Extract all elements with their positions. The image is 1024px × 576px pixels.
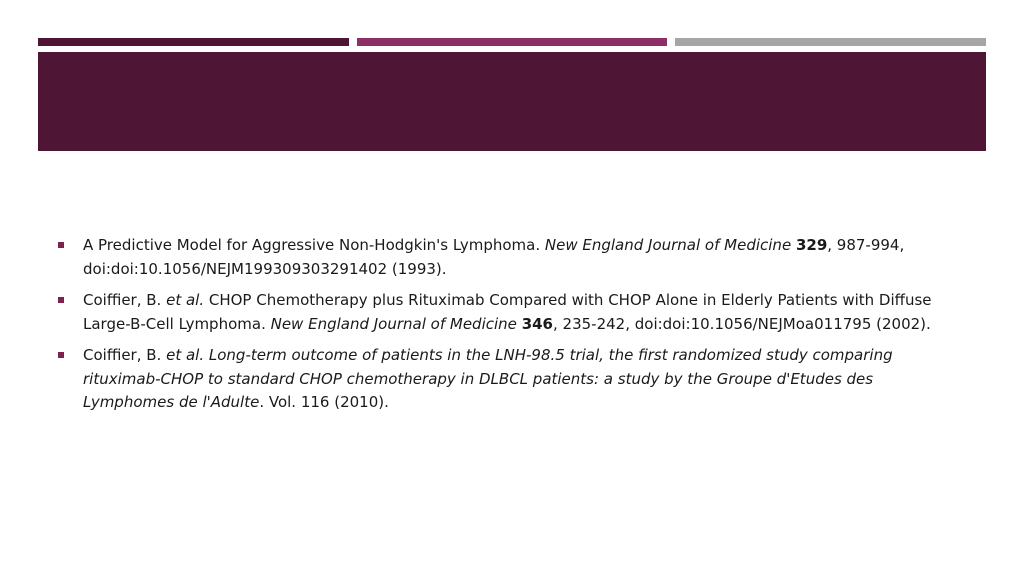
ref-text-segment: Coiffier, B.: [83, 291, 167, 309]
article-title: Long-term outcome of patients in the LNH-98.5 trial, the first randomized study comparing rituximab-CHOP to standard CHOP chemotherapy in DLBCL patients: a study by the Groupe d'Etudes des Lymphomes de l'Adulte: [83, 346, 893, 411]
square-bullet-icon: [58, 242, 64, 248]
title-band: [38, 52, 986, 151]
accent-bar-gray: [675, 38, 986, 46]
journal-name: New England Journal of Medicine: [544, 236, 792, 254]
reference-list: [58, 234, 958, 423]
journal-name: New England Journal of Medicine: [270, 314, 517, 333]
square-bullet-icon: [58, 352, 64, 358]
et-al: et al.: [166, 291, 205, 309]
accent-bar-dark: [38, 38, 349, 46]
ref-text-segment: , 235-242, doi:doi:10.1056/NEJMoa011795 (2002).: [553, 314, 931, 333]
accent-bar-magenta: [357, 38, 667, 46]
square-bullet-icon: [58, 297, 64, 303]
ref-text-segment: Coiffier, B.: [83, 346, 167, 364]
ref-text-segment: . Vol. 116 (2010).: [259, 393, 389, 411]
reference-item: [58, 344, 958, 415]
reference-item: [58, 289, 958, 336]
reference-item: [58, 234, 958, 281]
ref-text-segment: , 987-994, doi:doi:10.1056/NEJM199309303291402 (1993).: [83, 236, 905, 278]
volume-number: 346: [521, 314, 553, 333]
et-al: et al.: [166, 346, 205, 364]
volume-number: 329: [795, 236, 828, 254]
ref-text-segment: A Predictive Model for Aggressive Non-Hodgkin's Lymphoma.: [83, 236, 545, 254]
ref-text-segment: CHOP Chemotherapy plus Rituximab Compared with CHOP Alone in Elderly Patients with Diffuse Large-B-Cell Lymphoma.: [83, 291, 932, 333]
